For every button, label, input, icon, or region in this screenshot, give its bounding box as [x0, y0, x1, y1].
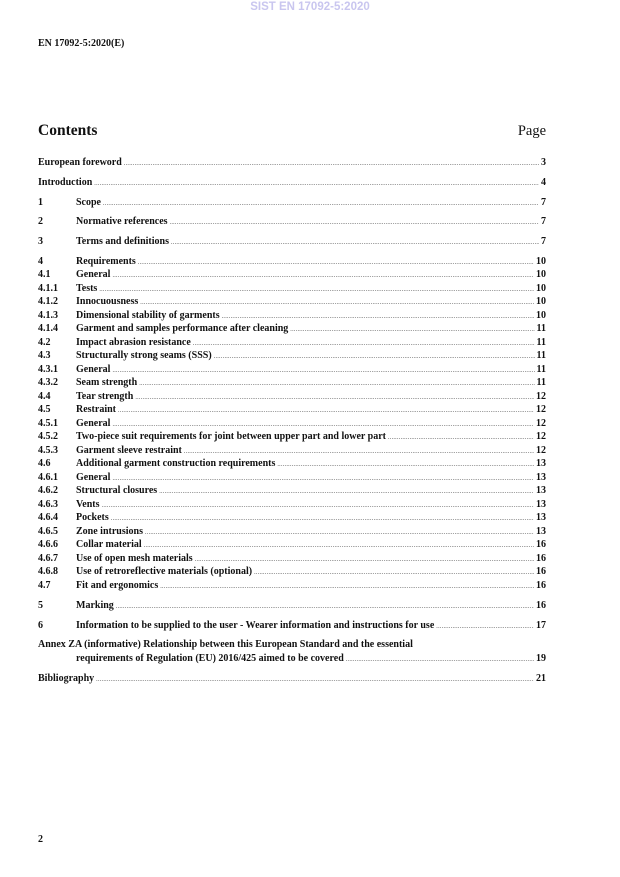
toc-entry[interactable] — [38, 156, 546, 170]
section-page: 7 — [541, 236, 546, 248]
section-title: Use of open mesh materials — [76, 552, 193, 564]
toc-entry[interactable] — [38, 268, 546, 282]
section-page: 13 — [536, 525, 546, 537]
section-number: 4.1.2 — [38, 296, 58, 308]
toc-entry[interactable] — [38, 363, 546, 377]
dot-leader — [112, 365, 534, 379]
dot-leader — [388, 432, 534, 446]
toc-entry[interactable] — [38, 390, 546, 404]
section-number: 6 — [38, 619, 43, 631]
section-title: Structurally strong seams (SSS) — [76, 350, 212, 362]
dot-leader — [214, 351, 535, 365]
section-number: 4.6.4 — [38, 512, 58, 524]
section-title: Two-piece suit requirements for joint between upper part and lower part — [76, 431, 386, 443]
section-number: 4.6.6 — [38, 539, 58, 551]
section-title: General — [76, 471, 111, 483]
table-of-contents — [38, 156, 546, 685]
section-page: 10 — [536, 282, 546, 294]
section-page: 12 — [536, 404, 546, 416]
toc-entry[interactable] — [38, 498, 546, 512]
section-page: 11 — [536, 336, 546, 348]
section-number: 4.6.8 — [38, 566, 58, 578]
dot-leader — [111, 513, 534, 527]
section-page: 7 — [541, 216, 546, 228]
page-column-label: Page — [517, 123, 546, 139]
annex-line-2: requirements of Regulation (EU) 2016/425 aimed to be covered — [76, 652, 344, 664]
section-page: 13 — [536, 512, 546, 524]
section-title: Use of retroreflective materials (optional) — [76, 566, 253, 578]
toc-entry[interactable] — [38, 295, 546, 309]
section-page: 10 — [536, 269, 546, 281]
section-number: 4.3.1 — [38, 363, 58, 375]
section-number: 5 — [38, 599, 43, 611]
dot-leader — [277, 459, 534, 473]
section-number: 4.5.2 — [38, 431, 58, 443]
bibliography-title: Bibliography — [38, 672, 95, 684]
toc-entry[interactable] — [38, 552, 546, 566]
dot-leader — [160, 581, 534, 595]
section-number: 4.1.1 — [38, 282, 58, 294]
bibliography-page: 21 — [536, 672, 546, 684]
toc-entry[interactable] — [38, 376, 546, 390]
dot-leader — [139, 378, 534, 392]
toc-entry[interactable] — [38, 417, 546, 431]
toc-entry[interactable] — [38, 349, 546, 363]
section-page: 16 — [536, 599, 546, 611]
section-number: 4.4 — [38, 390, 51, 402]
section-number: 4.5 — [38, 404, 51, 416]
section-number: 4 — [38, 255, 43, 267]
dot-leader — [94, 178, 539, 192]
toc-entry[interactable] — [38, 282, 546, 296]
section-number: 2 — [38, 216, 43, 228]
section-number: 4.5.1 — [38, 417, 58, 429]
section-page: 11 — [536, 377, 546, 389]
section-page: 16 — [536, 539, 546, 551]
toc-entry[interactable] — [38, 322, 546, 336]
section-title: Vents — [76, 498, 100, 510]
annex-line-1: Annex ZA (informative) Relationship between this European Standard and the essential — [38, 639, 413, 651]
section-title: Seam strength — [76, 377, 138, 389]
toc-entry[interactable] — [38, 565, 546, 579]
section-page: 11 — [536, 350, 546, 362]
toc-entry[interactable] — [38, 579, 546, 593]
dot-leader — [135, 392, 534, 406]
document-header: EN 17092-5:2020(E) — [38, 38, 125, 49]
section-page: 13 — [536, 471, 546, 483]
toc-entry[interactable] — [38, 538, 546, 552]
dot-leader — [124, 158, 539, 172]
section-title: Innocuousness — [76, 296, 139, 308]
section-title: Tear strength — [76, 390, 134, 402]
contents-title: Contents — [38, 122, 98, 139]
section-title: Collar material — [76, 539, 142, 551]
section-title: Dimensional stability of garments — [76, 309, 220, 321]
toc-entry[interactable] — [38, 599, 546, 613]
section-number: 4.5.3 — [38, 444, 58, 456]
dot-leader — [290, 324, 534, 338]
section-number: 4.7 — [38, 579, 51, 591]
section-number: 4.6.5 — [38, 525, 58, 537]
dot-leader — [112, 270, 534, 284]
section-number: 4.1.3 — [38, 309, 58, 321]
section-title: Scope — [76, 196, 101, 208]
toc-entry-bibliography[interactable] — [38, 672, 546, 686]
dot-leader — [436, 621, 534, 635]
dot-leader — [103, 198, 539, 212]
section-title: Tests — [76, 282, 98, 294]
dot-leader — [116, 601, 534, 615]
section-page: 12 — [536, 417, 546, 429]
section-number: 4.1.4 — [38, 323, 58, 335]
section-page: 10 — [536, 296, 546, 308]
section-number: 4.1 — [38, 269, 51, 281]
dot-leader — [145, 527, 534, 541]
section-title: Additional garment construction requirements — [76, 458, 276, 470]
toc-entry[interactable] — [38, 484, 546, 498]
dot-leader — [159, 486, 534, 500]
toc-entry[interactable] — [38, 457, 546, 471]
dot-leader — [170, 217, 539, 231]
toc-entry[interactable] — [38, 619, 546, 633]
toc-entry[interactable] — [38, 235, 546, 249]
toc-entry[interactable] — [38, 403, 546, 417]
section-title: Zone intrusions — [76, 525, 143, 537]
section-page: 13 — [536, 498, 546, 510]
toc-entry[interactable] — [38, 215, 546, 229]
section-number: 4.6.7 — [38, 552, 58, 564]
section-number: 4.3 — [38, 350, 51, 362]
section-title: General — [76, 417, 111, 429]
section-title: Information to be supplied to the user - Wearer information and instructions for use — [76, 619, 435, 631]
section-title: Introduction — [38, 176, 93, 188]
dot-leader — [171, 237, 539, 251]
toc-entry[interactable] — [38, 336, 546, 350]
section-page: 13 — [536, 485, 546, 497]
section-title: Garment sleeve restraint — [76, 444, 182, 456]
toc-entry[interactable] — [38, 511, 546, 525]
section-title: Requirements — [76, 255, 136, 267]
section-title: Structural closures — [76, 485, 158, 497]
section-page: 12 — [536, 444, 546, 456]
toc-entry[interactable] — [38, 309, 546, 323]
section-page: 16 — [536, 552, 546, 564]
toc-entry[interactable] — [38, 471, 546, 485]
section-number: 4.2 — [38, 336, 51, 348]
section-title: Normative references — [76, 216, 168, 228]
section-page: 7 — [541, 196, 546, 208]
section-title: Restraint — [76, 404, 116, 416]
section-number: 3 — [38, 236, 43, 248]
section-title: Marking — [76, 599, 114, 611]
section-number: 4.6.3 — [38, 498, 58, 510]
section-title: Terms and definitions — [76, 236, 169, 248]
section-page: 16 — [536, 566, 546, 578]
toc-entry[interactable] — [38, 430, 546, 444]
toc-entry[interactable] — [38, 176, 546, 190]
dot-leader — [96, 674, 534, 688]
section-page: 12 — [536, 431, 546, 443]
section-page: 3 — [541, 157, 546, 168]
section-page: 10 — [536, 255, 546, 267]
section-page: 4 — [541, 176, 546, 188]
section-page: 13 — [536, 458, 546, 470]
section-number: 4.3.2 — [38, 377, 58, 389]
section-title: Impact abrasion resistance — [76, 336, 191, 348]
section-page: 10 — [536, 309, 546, 321]
page-number: 2 — [38, 834, 43, 845]
toc-entry-annex-za[interactable] — [38, 638, 546, 665]
annex-page: 19 — [536, 652, 546, 664]
section-number: 4.6 — [38, 458, 51, 470]
toc-entry[interactable] — [38, 444, 546, 458]
dot-leader — [102, 500, 534, 514]
toc-entry[interactable] — [38, 525, 546, 539]
dot-leader — [99, 284, 534, 298]
section-page: 16 — [536, 579, 546, 591]
dot-leader — [112, 473, 534, 487]
dot-leader — [118, 405, 534, 419]
section-title: Fit and ergonomics — [76, 579, 159, 591]
section-title: Garment and samples performance after cleaning — [76, 323, 289, 335]
section-number: 4.6.1 — [38, 471, 58, 483]
section-page: 11 — [536, 323, 546, 335]
section-title: Pockets — [76, 512, 109, 524]
toc-entry[interactable] — [38, 255, 546, 269]
section-number: 4.6.2 — [38, 485, 58, 497]
dot-leader — [193, 338, 535, 352]
section-page: 11 — [536, 363, 546, 375]
dot-leader — [144, 540, 534, 554]
toc-entry[interactable] — [38, 196, 546, 210]
dot-leader — [138, 257, 534, 271]
dot-leader — [346, 654, 534, 668]
watermark: SIST EN 17092-5:2020 — [250, 1, 370, 13]
section-number: 1 — [38, 196, 43, 208]
section-page: 17 — [536, 619, 546, 631]
section-title: European foreword — [38, 157, 122, 168]
section-page: 12 — [536, 390, 546, 402]
section-title: General — [76, 269, 111, 281]
dot-leader — [254, 567, 534, 581]
section-title: General — [76, 363, 111, 375]
